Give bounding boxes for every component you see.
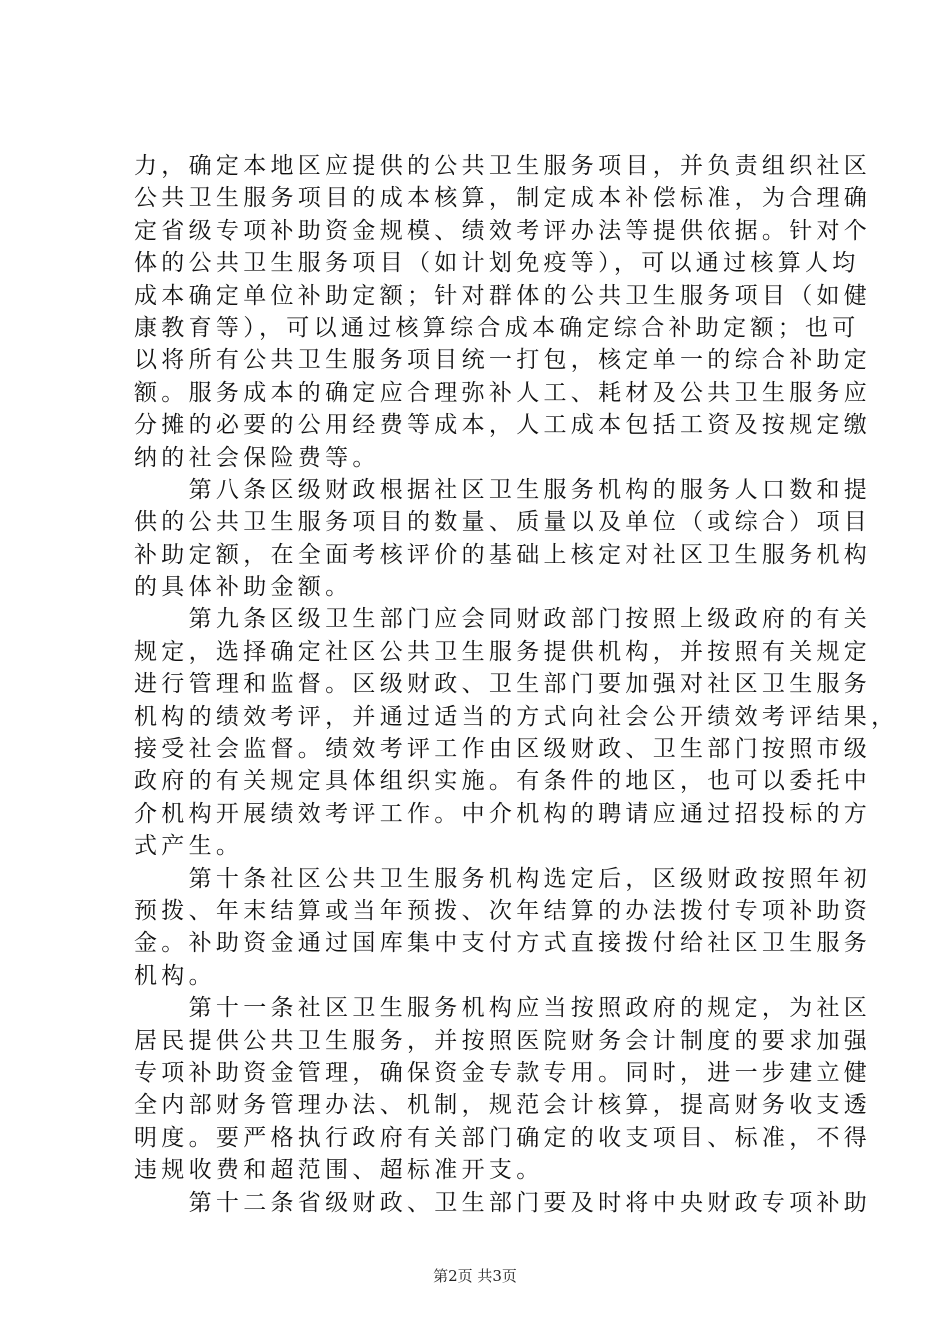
text-line: 纳的社会保险费等。 xyxy=(134,444,380,471)
text-line: 违规收费和超范围、超标准开支。 xyxy=(134,1157,544,1184)
text-line: 分摊的必要的公用经费等成本，人工成本包括工资及按规定缴 xyxy=(134,412,872,439)
text-line: 力，确定本地区应提供的公共卫生服务项目，并负责组织社区 xyxy=(134,153,872,179)
text-line: 第十二条省级财政、卫生部门要及时将中央财政专项补助 xyxy=(134,1189,872,1216)
text-line: 规定，选择确定社区公共卫生服务提供机构，并按照有关规定 xyxy=(134,638,872,665)
text-line: 全内部财务管理办法、机制，规范会计核算，提高财务收支透 xyxy=(134,1092,872,1119)
document-body xyxy=(134,150,899,1219)
page-footer: 第2页 共3页 xyxy=(433,1267,517,1285)
text-line: 第八条区级财政根据社区卫生服务机构的服务人口数和提 xyxy=(134,476,872,503)
text-line: 成本确定单位补助定额；针对群体的公共卫生服务项目（如健 xyxy=(134,282,872,309)
text-line: 式产生。 xyxy=(134,833,244,860)
text-line: 预拨、年末结算或当年预拨、次年结算的办法拨付专项补助资 xyxy=(134,897,872,924)
text-line: 以将所有公共卫生服务项目统一打包，核定单一的综合补助定 xyxy=(134,347,872,374)
text-line: 机构。 xyxy=(134,962,216,989)
text-line: 金。补助资金通过国库集中支付方式直接拨付给社区卫生服务 xyxy=(134,930,872,957)
text-line: 接受社会监督。绩效考评工作由区级财政、卫生部门按照市级 xyxy=(134,736,872,763)
text-line: 额。服务成本的确定应合理弥补人工、耗材及公共卫生服务应 xyxy=(134,379,872,406)
text-line: 政府的有关规定具体组织实施。有条件的地区，也可以委托中 xyxy=(134,768,872,795)
text-line: 进行管理和监督。区级财政、卫生部门要加强对社区卫生服务 xyxy=(134,671,872,698)
text-line: 介机构开展绩效考评工作。中介机构的聘请应通过招投标的方 xyxy=(134,800,872,827)
text-line: 的具体补助金额。 xyxy=(134,574,353,601)
text-line: 第十条社区公共卫生服务机构选定后，区级财政按照年初 xyxy=(134,865,872,892)
text-line: 康教育等），可以通过核算综合成本确定综合补助定额；也可 xyxy=(134,314,860,341)
text-line: 明度。要严格执行政府有关部门确定的收支项目、标准，不得 xyxy=(134,1124,872,1151)
text-line: 定省级专项补助资金规模、绩效考评办法等提供依据。针对个 xyxy=(134,217,872,244)
text-line: 体的公共卫生服务项目（如计划免疫等），可以通过核算人均 xyxy=(134,250,860,277)
text-line: 公共卫生服务项目的成本核算，制定成本补偿标准，为合理确 xyxy=(134,185,872,212)
text-line: 供的公共卫生服务项目的数量、质量以及单位（或综合）项目 xyxy=(134,509,872,536)
text-line: 专项补助资金管理，确保资金专款专用。同时，进一步建立健 xyxy=(134,1059,872,1086)
text-line: 第十一条社区卫生服务机构应当按照政府的规定，为社区 xyxy=(134,995,872,1022)
text-line: 补助定额，在全面考核评价的基础上核定对社区卫生服务机构 xyxy=(134,541,872,568)
text-line: 居民提供公共卫生服务，并按照医院财务会计制度的要求加强 xyxy=(134,1027,872,1054)
text-line: 第九条区级卫生部门应会同财政部门按照上级政府的有关 xyxy=(134,606,872,633)
text-line: 机构的绩效考评，并通过适当的方式向社会公开绩效考评结果， xyxy=(134,703,899,730)
